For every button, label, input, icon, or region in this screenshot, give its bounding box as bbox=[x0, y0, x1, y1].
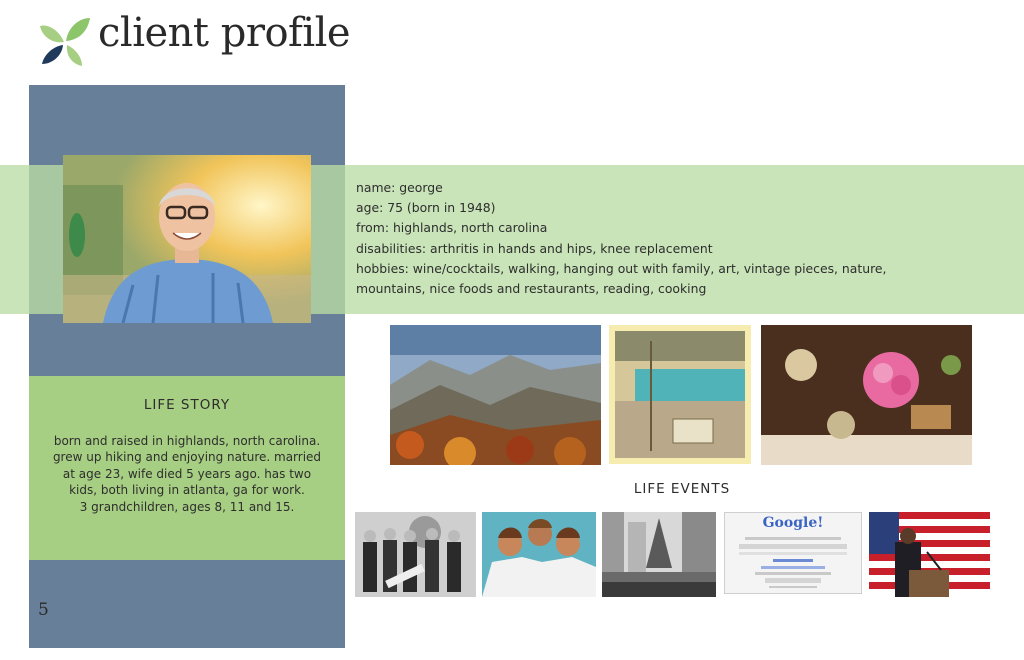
nasa-astronauts-photo bbox=[355, 512, 476, 597]
leaf-logo-icon bbox=[38, 14, 92, 68]
early-google-screenshot bbox=[724, 512, 862, 594]
mountains-photo bbox=[390, 325, 601, 465]
life-story-line: grew up hiking and enjoying nature. married bbox=[52, 450, 322, 465]
page-number: 5 bbox=[38, 600, 49, 620]
life-story-line: kids, both living in atlanta, ga for work. bbox=[69, 483, 305, 498]
life-story-line: at age 23, wife died 5 years ago. has two bbox=[62, 466, 312, 481]
profile-hobbies-continued: mountains, nice foods and restaurants, reading, cooking bbox=[356, 281, 707, 297]
band-trio-photo bbox=[482, 512, 596, 597]
profile-name: name: george bbox=[356, 180, 443, 195]
life-story-line: born and raised in highlands, north carolina. bbox=[53, 434, 321, 448]
client-portrait-photo bbox=[63, 155, 311, 323]
flag-speech-photo bbox=[869, 512, 990, 597]
life-story-line: 3 grandchildren, ages 8, 11 and 15. bbox=[79, 499, 295, 514]
profile-hobbies: hobbies: wine/cocktails, walking, hanging out with family, art, vintage pieces, nature, bbox=[356, 260, 887, 276]
vintage-pool-photo bbox=[609, 325, 751, 464]
google-logo: Google! bbox=[762, 515, 824, 531]
food-table-photo bbox=[761, 325, 972, 465]
profile-from: from: highlands, north carolina bbox=[356, 220, 548, 236]
page-title: client profile bbox=[98, 10, 351, 56]
profile-info bbox=[356, 178, 916, 299]
city-tree-photo bbox=[602, 512, 716, 597]
profile-age: age: 75 (born in 1948) bbox=[356, 200, 496, 216]
life-story-heading: LIFE STORY bbox=[143, 397, 231, 413]
life-story-text bbox=[44, 433, 330, 515]
profile-disabilities: disabilities: arthritis in hands and hips, knee replacement bbox=[356, 240, 713, 256]
life-events-heading: LIFE EVENTS bbox=[633, 481, 731, 497]
